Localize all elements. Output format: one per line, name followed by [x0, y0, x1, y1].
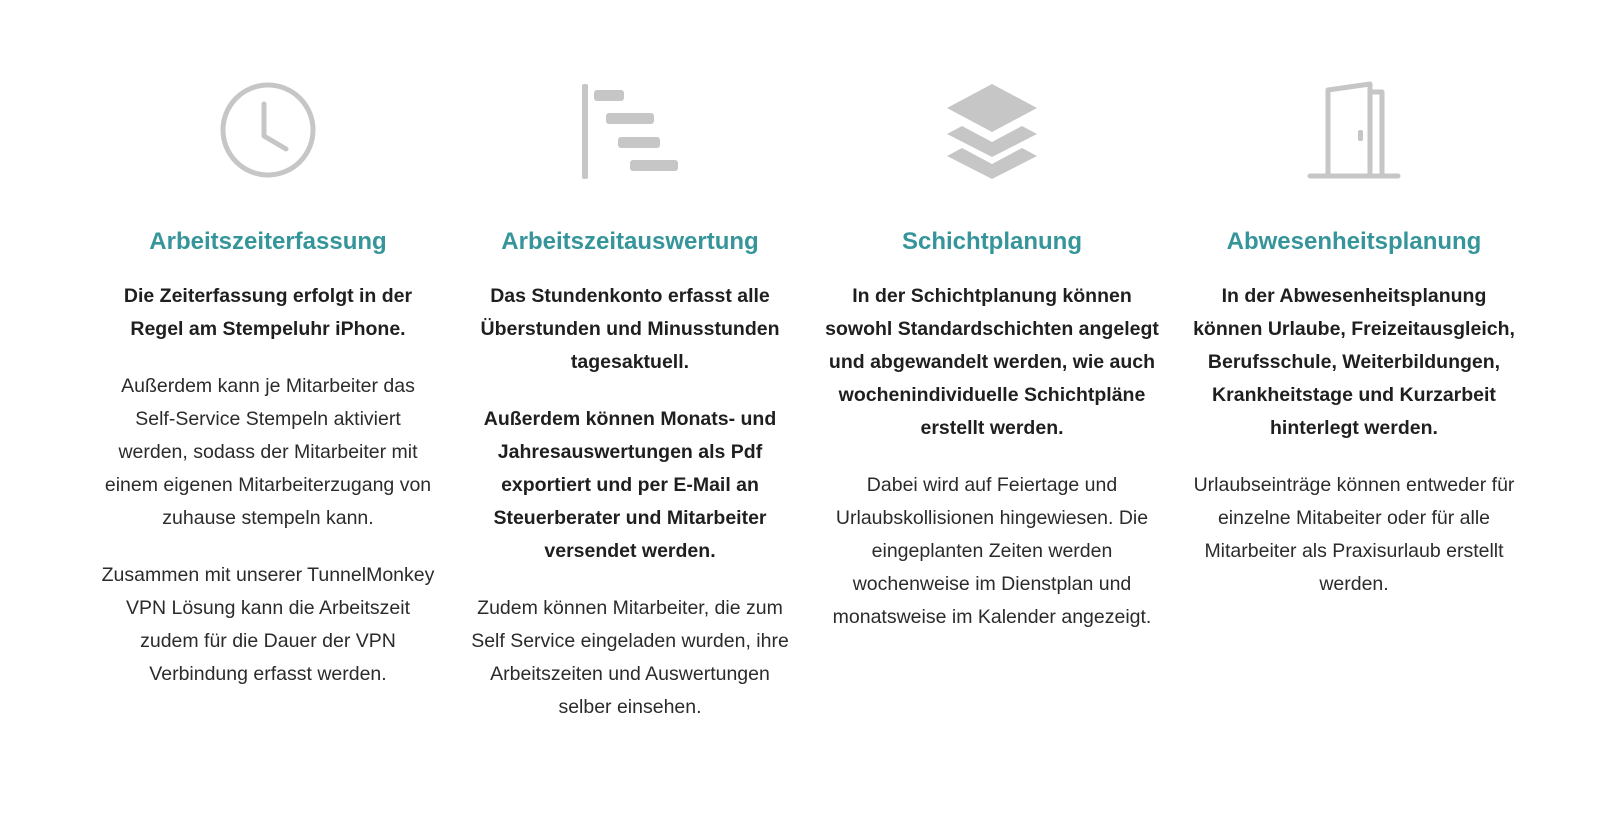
feature-lead: Das Stundenkonto erfasst alle Überstunden und Minusstunden tagesaktuell. — [480, 285, 780, 373]
feature-paragraph: Zusammen mit unserer TunnelMonkey VPN Lösung kann die Arbeitszeit zudem für die Dauer der VPN Verbindung erfasst werden. — [101, 564, 435, 685]
layers-icon — [942, 80, 1042, 180]
feature-schichtplanung — [811, 80, 1173, 724]
feature-paragraph: Außerdem kann je Mitarbeiter das Self-Service Stempeln aktiviert werden, sodass der Mitarbeiter mit einem eigenen Mitarbeiterzugang von zuhause stempeln kann. — [104, 375, 432, 529]
feature-lead: In der Abwesenheitsplanung können Urlaube, Freizeitausgleich, Berufsschule, Weiterbildungen, Krankheitstage und Kurzarbeit hinterlegt werden. — [1193, 285, 1515, 439]
feature-lead: In der Schichtplanung können sowohl Standardschichten angelegt und abgewandelt werden, wie auch wochenindividuelle Schichtpläne erstellt werden. — [825, 285, 1159, 439]
feature-abwesenheitsplanung — [1173, 80, 1535, 724]
feature-lead: Die Zeiterfassung erfolgt in der Regel am Stempeluhr iPhone. — [123, 285, 413, 340]
clock-icon — [218, 80, 318, 180]
features-section — [87, 80, 1527, 724]
feature-arbeitszeiterfassung — [87, 80, 449, 724]
gantt-chart-icon — [580, 80, 680, 180]
feature-paragraph: Dabei wird auf Feiertage und Urlaubskollisionen hingewiesen. Die eingeplanten Zeiten werden wochenweise im Dienstplan und monatsweise im Kalender angezeigt. — [832, 474, 1152, 628]
feature-paragraph: Zudem können Mitarbeiter, die zum Self Service eingeladen wurden, ihre Arbeitszeiten und Auswertungen selber einsehen. — [471, 597, 789, 718]
feature-title: Schichtplanung — [902, 228, 1082, 255]
feature-arbeitszeitauswertung — [449, 80, 811, 724]
feature-paragraph: Urlaubseinträge können entweder für einzelne Mitabeiter oder für alle Mitarbeiter als Praxisurlaub erstellt werden. — [1193, 474, 1515, 595]
feature-title: Arbeitszeitauswertung — [501, 228, 759, 255]
feature-title: Abwesenheitsplanung — [1226, 228, 1482, 255]
feature-lead-secondary: Außerdem können Monats- und Jahresauswertungen als Pdf exportiert und per E-Mail an Steuerberater und Mitarbeiter versendet werden. — [483, 408, 777, 562]
feature-title: Arbeitszeiterfassung — [149, 228, 387, 255]
door-icon — [1304, 80, 1404, 180]
